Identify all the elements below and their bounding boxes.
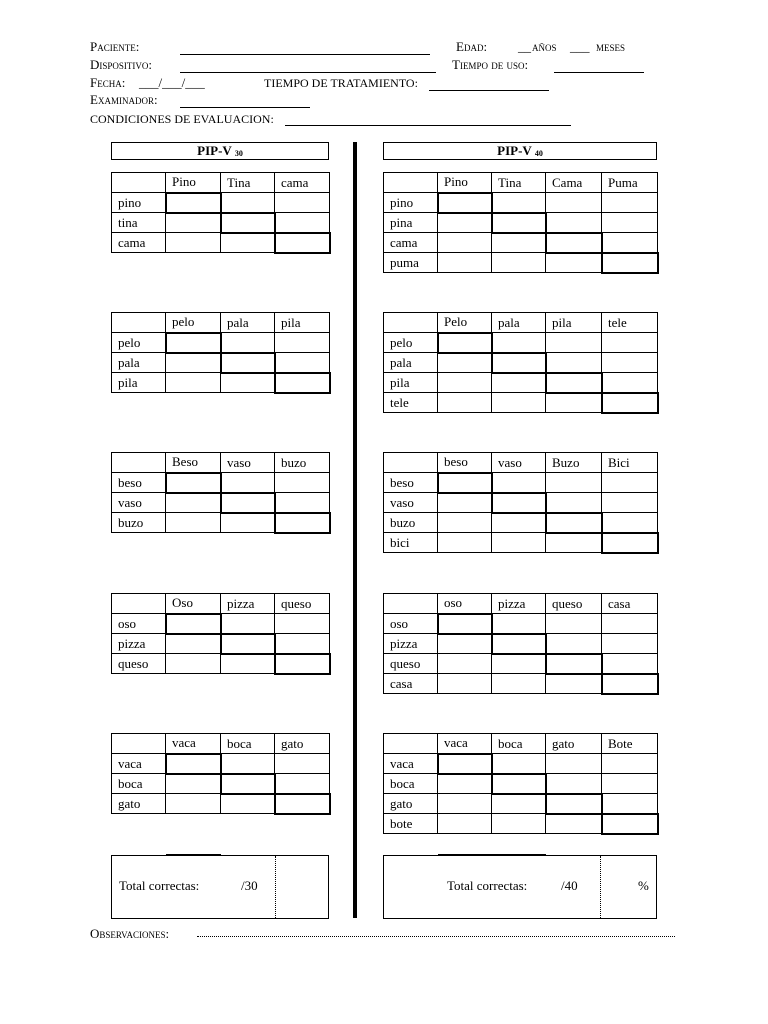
column-header: oso: [438, 594, 492, 614]
answer-cell[interactable]: [221, 353, 275, 373]
answer-cell[interactable]: [275, 654, 330, 674]
answer-cell[interactable]: [492, 634, 546, 654]
answer-cell[interactable]: [221, 774, 275, 794]
answer-cell[interactable]: [166, 493, 221, 513]
answer-cell[interactable]: [546, 493, 602, 513]
row-label: puma: [384, 253, 438, 273]
table-corner: [112, 313, 166, 333]
answer-cell[interactable]: [492, 473, 546, 493]
row-label: pelo: [384, 333, 438, 353]
answer-cell[interactable]: [275, 774, 330, 794]
answer-cell[interactable]: [602, 513, 658, 533]
answer-cell[interactable]: [275, 193, 330, 213]
answer-cell[interactable]: [492, 333, 546, 353]
pip-v-30-table: [111, 452, 331, 534]
row-label: buzo: [384, 513, 438, 533]
answer-cell[interactable]: [438, 193, 492, 213]
pip-v-30-title: [111, 142, 329, 160]
tiempo-tratamiento-label: TIEMPO DE TRATAMIENTO:: [264, 76, 418, 90]
column-divider: [353, 142, 357, 918]
table-corner: [384, 734, 438, 754]
answer-cell[interactable]: [438, 533, 492, 553]
answer-cell[interactable]: [438, 794, 492, 814]
table-corner: [112, 594, 166, 614]
column-header: Cama: [546, 173, 602, 193]
answer-cell[interactable]: [602, 373, 658, 393]
answer-cell[interactable]: [546, 614, 602, 634]
pip-v-30-table: [111, 312, 331, 394]
answer-cell[interactable]: [221, 333, 275, 353]
column-header: pila: [546, 313, 602, 333]
total-30-score-field[interactable]: [276, 856, 328, 918]
row-label: gato: [112, 794, 166, 814]
answer-cell[interactable]: [492, 533, 546, 553]
answer-cell[interactable]: [492, 193, 546, 213]
condiciones-label: CONDICIONES DE EVALUACION:: [90, 112, 274, 126]
column-header: Bici: [602, 453, 658, 473]
answer-cell[interactable]: [546, 754, 602, 774]
answer-cell[interactable]: [546, 533, 602, 553]
column-header: beso: [438, 453, 492, 473]
answer-cell[interactable]: [166, 654, 221, 674]
answer-cell[interactable]: [275, 373, 330, 393]
answer-cell[interactable]: [492, 654, 546, 674]
pip-v-30-table: [111, 733, 331, 815]
answer-cell[interactable]: [602, 533, 658, 553]
edad-label: Edad:: [456, 39, 488, 54]
answer-cell[interactable]: [546, 333, 602, 353]
answer-cell[interactable]: [221, 193, 275, 213]
column-header: queso: [546, 594, 602, 614]
row-label: pila: [112, 373, 166, 393]
pip-v-30-title-text: PIP-V: [197, 143, 232, 158]
paciente-field[interactable]: [180, 54, 430, 55]
answer-cell[interactable]: [438, 674, 492, 694]
column-header: buzo: [275, 453, 330, 473]
column-header: casa: [602, 594, 658, 614]
column-header: Pino: [166, 173, 221, 193]
answer-cell[interactable]: [602, 634, 658, 654]
answer-cell[interactable]: [275, 614, 330, 634]
total-40-max: /40: [561, 878, 578, 893]
answer-cell[interactable]: [275, 794, 330, 814]
row-label: vaca: [384, 754, 438, 774]
answer-cell[interactable]: [546, 634, 602, 654]
row-label: boca: [384, 774, 438, 794]
row-label: pizza: [384, 634, 438, 654]
answer-cell[interactable]: [602, 814, 658, 834]
answer-cell[interactable]: [221, 493, 275, 513]
fecha-label: Fecha:: [90, 75, 126, 90]
answer-cell[interactable]: [492, 774, 546, 794]
answer-cell[interactable]: [602, 774, 658, 794]
answer-cell[interactable]: [166, 213, 221, 233]
answer-cell[interactable]: [492, 814, 546, 834]
answer-cell[interactable]: [602, 253, 658, 273]
row-label: vaso: [384, 493, 438, 513]
column-header: gato: [275, 734, 330, 754]
answer-cell[interactable]: [438, 654, 492, 674]
anos-label: años: [532, 39, 557, 54]
answer-cell[interactable]: [438, 353, 492, 373]
answer-cell[interactable]: [438, 774, 492, 794]
answer-cell[interactable]: [546, 193, 602, 213]
column-header: boca: [221, 734, 275, 754]
answer-cell[interactable]: [166, 513, 221, 533]
answer-cell[interactable]: [602, 333, 658, 353]
row-label: vaca: [112, 754, 166, 774]
meses-label: meses: [596, 39, 626, 54]
answer-cell[interactable]: [275, 634, 330, 654]
answer-cell[interactable]: [166, 794, 221, 814]
answer-cell[interactable]: [438, 253, 492, 273]
row-label: tina: [112, 213, 166, 233]
answer-cell[interactable]: [602, 794, 658, 814]
pip-v-40-title-sub: 40: [534, 149, 543, 158]
answer-cell[interactable]: [602, 754, 658, 774]
answer-cell[interactable]: [602, 473, 658, 493]
answer-cell[interactable]: [438, 373, 492, 393]
observaciones-field[interactable]: [197, 936, 675, 937]
column-header: Oso: [166, 594, 221, 614]
answer-cell[interactable]: [602, 614, 658, 634]
row-label: pino: [384, 193, 438, 213]
table-corner: [112, 734, 166, 754]
answer-cell[interactable]: [546, 213, 602, 233]
answer-cell[interactable]: [166, 473, 221, 493]
column-header: Bote: [602, 734, 658, 754]
row-label: pala: [112, 353, 166, 373]
answer-cell[interactable]: [438, 473, 492, 493]
edad-meses-blank[interactable]: ___: [570, 39, 590, 54]
row-label: bote: [384, 814, 438, 834]
answer-cell[interactable]: [546, 233, 602, 253]
answer-cell[interactable]: [438, 634, 492, 654]
answer-cell[interactable]: [166, 233, 221, 253]
answer-cell[interactable]: [492, 393, 546, 413]
answer-cell[interactable]: [166, 634, 221, 654]
answer-cell[interactable]: [166, 614, 221, 634]
row-label: oso: [112, 614, 166, 634]
total-40-box: [383, 855, 657, 919]
row-label: oso: [384, 614, 438, 634]
answer-cell[interactable]: [492, 513, 546, 533]
answer-cell[interactable]: [166, 774, 221, 794]
condiciones-field[interactable]: [285, 125, 571, 126]
pip-v-40-title-text: PIP-V: [497, 143, 532, 158]
pip-v-40-table: [383, 172, 659, 274]
observaciones-label: Observaciones:: [90, 926, 170, 941]
row-label: pizza: [112, 634, 166, 654]
column-header: Buzo: [546, 453, 602, 473]
column-header: vaca: [166, 734, 221, 754]
row-label: cama: [384, 233, 438, 253]
answer-cell[interactable]: [602, 233, 658, 253]
examinador-label: Examinador:: [90, 92, 158, 107]
table-corner: [384, 453, 438, 473]
row-label: queso: [384, 654, 438, 674]
row-label: vaso: [112, 493, 166, 513]
answer-cell[interactable]: [166, 353, 221, 373]
dispositivo-label: Dispositivo:: [90, 57, 153, 72]
column-header: Tina: [221, 173, 275, 193]
examinador-field[interactable]: [180, 107, 310, 108]
answer-cell[interactable]: [602, 353, 658, 373]
answer-cell[interactable]: [275, 473, 330, 493]
column-header: Pelo: [438, 313, 492, 333]
answer-cell[interactable]: [546, 654, 602, 674]
row-label: pina: [384, 213, 438, 233]
pip-v-30-title-sub: 30: [234, 149, 243, 158]
total-30-label: Total correctas:: [119, 878, 200, 893]
table-corner: [112, 453, 166, 473]
answer-cell[interactable]: [166, 754, 221, 774]
answer-cell[interactable]: [492, 614, 546, 634]
table-corner: [112, 173, 166, 193]
row-label: pila: [384, 373, 438, 393]
answer-cell[interactable]: [221, 794, 275, 814]
answer-cell[interactable]: [492, 253, 546, 273]
total-30-max: /30: [241, 878, 258, 893]
answer-cell[interactable]: [602, 213, 658, 233]
column-header: vaso: [492, 453, 546, 473]
column-header: queso: [275, 594, 330, 614]
total-30-box: [111, 855, 329, 919]
answer-cell[interactable]: [166, 193, 221, 213]
dispositivo-field[interactable]: [180, 72, 436, 73]
row-label: boca: [112, 774, 166, 794]
total-cap-line: [438, 854, 546, 855]
answer-cell[interactable]: [546, 794, 602, 814]
answer-cell[interactable]: [438, 493, 492, 513]
column-header: Beso: [166, 453, 221, 473]
answer-cell[interactable]: [438, 614, 492, 634]
column-header: vaso: [221, 453, 275, 473]
column-header: Puma: [602, 173, 658, 193]
answer-cell[interactable]: [602, 393, 658, 413]
column-header: Pino: [438, 173, 492, 193]
column-header: pizza: [492, 594, 546, 614]
answer-cell[interactable]: [221, 654, 275, 674]
answer-cell[interactable]: [275, 754, 330, 774]
answer-cell[interactable]: [275, 213, 330, 233]
row-label: beso: [112, 473, 166, 493]
answer-cell[interactable]: [546, 473, 602, 493]
row-label: pala: [384, 353, 438, 373]
row-label: casa: [384, 674, 438, 694]
answer-cell[interactable]: [546, 513, 602, 533]
paciente-label: Paciente:: [90, 39, 140, 54]
answer-cell[interactable]: [221, 754, 275, 774]
answer-cell[interactable]: [221, 213, 275, 233]
row-label: cama: [112, 233, 166, 253]
column-header: pila: [275, 313, 330, 333]
answer-cell[interactable]: [438, 513, 492, 533]
answer-cell[interactable]: [166, 373, 221, 393]
answer-cell[interactable]: [602, 493, 658, 513]
pip-v-30-table: [111, 172, 331, 254]
column-header: boca: [492, 734, 546, 754]
answer-cell[interactable]: [546, 674, 602, 694]
total-40-percent-field[interactable]: [601, 856, 637, 918]
answer-cell[interactable]: [492, 373, 546, 393]
answer-cell[interactable]: [221, 233, 275, 253]
column-header: vaca: [438, 734, 492, 754]
tiempo-uso-label: Tiempo de uso:: [452, 57, 529, 72]
answer-cell[interactable]: [492, 493, 546, 513]
answer-cell[interactable]: [602, 654, 658, 674]
answer-cell[interactable]: [275, 513, 330, 533]
total-cap-line: [166, 854, 221, 855]
answer-cell[interactable]: [221, 473, 275, 493]
answer-cell[interactable]: [492, 233, 546, 253]
column-header: cama: [275, 173, 330, 193]
column-header: pizza: [221, 594, 275, 614]
answer-cell[interactable]: [166, 333, 221, 353]
column-header: Tina: [492, 173, 546, 193]
answer-cell[interactable]: [438, 213, 492, 233]
pip-v-30-table: [111, 593, 331, 675]
column-header: pala: [221, 313, 275, 333]
answer-cell[interactable]: [546, 253, 602, 273]
edad-anos-blank[interactable]: __: [518, 39, 531, 54]
column-header: pelo: [166, 313, 221, 333]
row-label: pino: [112, 193, 166, 213]
answer-cell[interactable]: [492, 794, 546, 814]
answer-cell[interactable]: [275, 233, 330, 253]
answer-cell[interactable]: [602, 193, 658, 213]
answer-cell[interactable]: [492, 353, 546, 373]
answer-cell[interactable]: [546, 774, 602, 794]
answer-cell[interactable]: [546, 814, 602, 834]
pip-v-40-table: [383, 312, 659, 414]
answer-cell[interactable]: [546, 373, 602, 393]
table-corner: [384, 313, 438, 333]
answer-cell[interactable]: [221, 614, 275, 634]
answer-cell[interactable]: [275, 493, 330, 513]
answer-cell[interactable]: [221, 513, 275, 533]
pip-v-40-title: [383, 142, 657, 160]
row-label: beso: [384, 473, 438, 493]
answer-cell[interactable]: [438, 233, 492, 253]
answer-cell[interactable]: [492, 213, 546, 233]
answer-cell[interactable]: [275, 333, 330, 353]
total-40-label: Total correctas:: [447, 878, 528, 893]
percent-label: %: [638, 878, 649, 893]
pip-v-40-table: [383, 733, 659, 835]
column-header: pala: [492, 313, 546, 333]
row-label: buzo: [112, 513, 166, 533]
row-label: bici: [384, 533, 438, 553]
row-label: queso: [112, 654, 166, 674]
tiempo-tratamiento-field[interactable]: [429, 90, 549, 91]
row-label: tele: [384, 393, 438, 413]
answer-cell[interactable]: [275, 353, 330, 373]
column-header: tele: [602, 313, 658, 333]
answer-cell[interactable]: [221, 373, 275, 393]
pip-v-40-table: [383, 452, 659, 554]
column-header: gato: [546, 734, 602, 754]
row-label: gato: [384, 794, 438, 814]
pip-v-40-table: [383, 593, 659, 695]
tiempo-uso-field[interactable]: [554, 72, 644, 73]
answer-cell[interactable]: [221, 634, 275, 654]
answer-cell[interactable]: [546, 353, 602, 373]
table-corner: [384, 594, 438, 614]
answer-cell[interactable]: [492, 754, 546, 774]
table-corner: [384, 173, 438, 193]
row-label: pelo: [112, 333, 166, 353]
answer-cell[interactable]: [438, 814, 492, 834]
answer-cell[interactable]: [602, 674, 658, 694]
answer-cell[interactable]: [438, 393, 492, 413]
fecha-field[interactable]: ___/___/___: [139, 75, 205, 90]
answer-cell[interactable]: [438, 754, 492, 774]
answer-cell[interactable]: [438, 333, 492, 353]
answer-cell[interactable]: [546, 393, 602, 413]
answer-cell[interactable]: [492, 674, 546, 694]
